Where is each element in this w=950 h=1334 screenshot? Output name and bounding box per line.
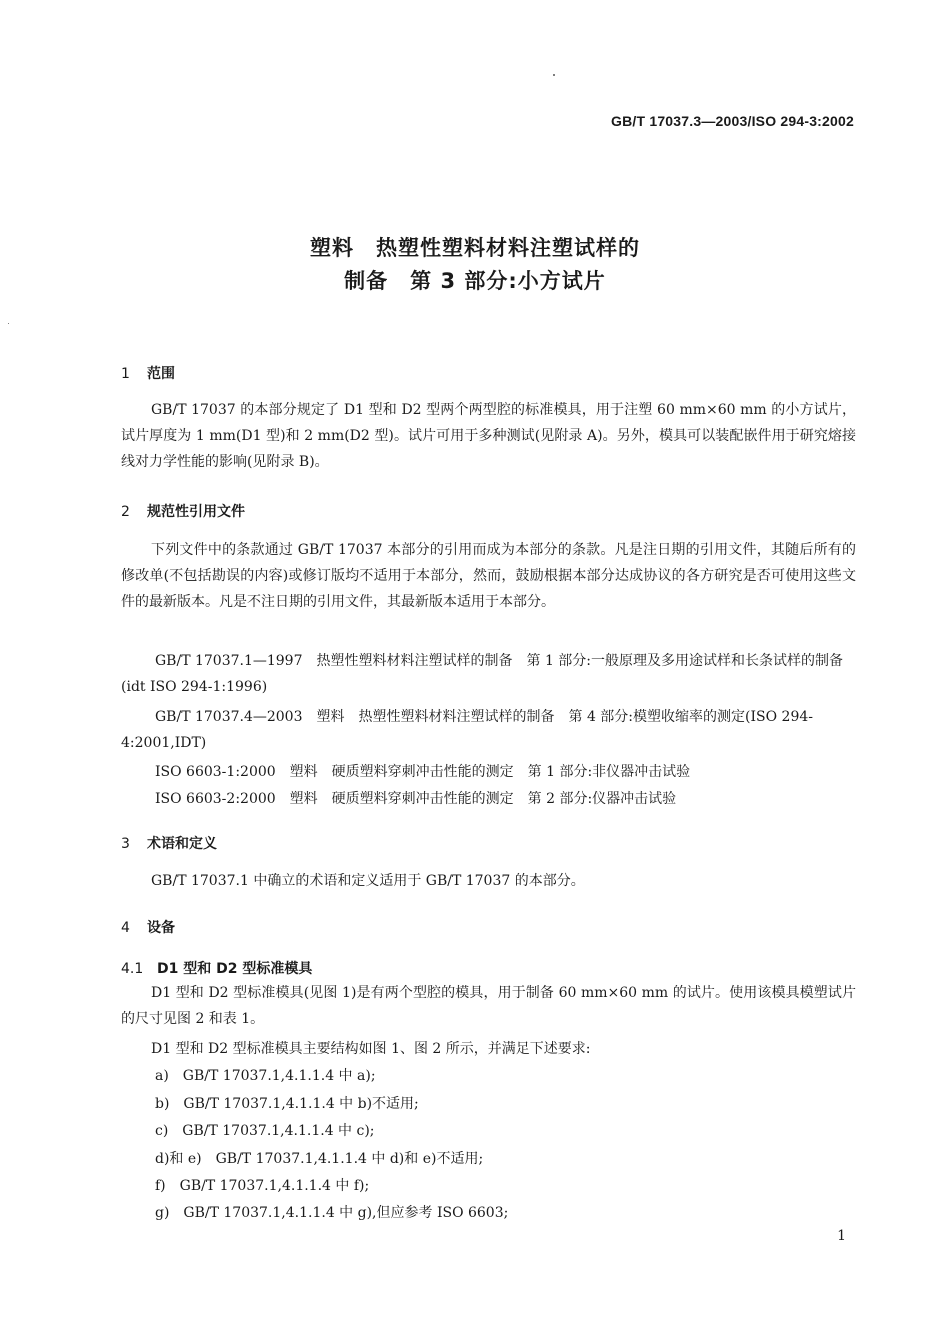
- section-number: 4: [121, 920, 130, 936]
- section-title: 设备: [147, 920, 175, 936]
- section-1-heading: [121, 363, 175, 383]
- requirement-item: f) GB/T 17037.1,4.1.1.4 中 f);: [155, 1178, 370, 1194]
- requirement-item: b) GB/T 17037.1,4.1.1.4 中 b)不适用;: [155, 1096, 419, 1112]
- requirement-item: c) GB/T 17037.1,4.1.1.4 中 c);: [155, 1123, 375, 1139]
- subsection-4-1-paragraph-1: D1 型和 D2 型标准模具(见图 1)是有两个型腔的模具，用于制备 60 mm×60 mm 的试片。使用该模具模塑试片的尺寸见图 2 和表 1。: [121, 985, 856, 1027]
- section-title: 范围: [147, 366, 175, 382]
- reference-item: GB/T 17037.1—1997 热塑性塑料材料注塑试样的制备 第 1 部分:一般原理及多用途试样和长条试样的制备(idt ISO 294-1:1996): [121, 653, 844, 695]
- document-title-line-1: 塑料 热塑性塑料材料注塑试样的: [310, 236, 640, 260]
- section-title: 术语和定义: [147, 836, 217, 852]
- requirement-item: d)和 e) GB/T 17037.1,4.1.1.4 中 d)和 e)不适用;: [155, 1151, 484, 1167]
- requirement-item: a) GB/T 17037.1,4.1.1.4 中 a);: [155, 1068, 376, 1084]
- subsection-title: D1 型和 D2 型标准模具: [157, 961, 313, 977]
- reference-item: GB/T 17037.4—2003 塑料 热塑性塑料材料注塑试样的制备 第 4 部分:模塑收缩率的测定(ISO 294-4:2001,IDT): [121, 709, 813, 751]
- requirement-item: g) GB/T 17037.1,4.1.1.4 中 g),但应参考 ISO 6603;: [155, 1205, 509, 1221]
- section-2-paragraph: 下列文件中的条款通过 GB/T 17037 本部分的引用而成为本部分的条款。凡是注日期的引用文件，其随后所有的修改单(不包括勘误的内容)或修订版均不适用于本部分，然而，鼓励根据本部分达成协议的各方研究是否可使用这些文件的最新版本。凡是不注日期的引用文件，其最新版本适用于本部分。: [121, 542, 856, 610]
- page-number: 1: [837, 1228, 846, 1244]
- scan-speck: [8, 323, 9, 324]
- section-title: 规范性引用文件: [147, 504, 245, 520]
- section-2-heading: [121, 501, 245, 521]
- subsection-4-1-paragraph-2: D1 型和 D2 型标准模具主要结构如图 1、图 2 所示，并满足下述要求:: [151, 1041, 591, 1057]
- scan-speck: [553, 74, 555, 76]
- section-4-heading: [121, 917, 175, 937]
- section-number: 1: [121, 366, 130, 382]
- subsection-4-1-heading: [121, 958, 312, 978]
- section-number: 3: [121, 836, 130, 852]
- section-3-paragraph: GB/T 17037.1 中确立的术语和定义适用于 GB/T 17037 的本部分。: [151, 873, 585, 889]
- reference-item: ISO 6603-1:2000 塑料 硬质塑料穿刺冲击性能的测定 第 1 部分:非仪器冲击试验: [155, 764, 691, 780]
- reference-item: ISO 6603-2:2000 塑料 硬质塑料穿刺冲击性能的测定 第 2 部分:仪器冲击试验: [155, 791, 677, 807]
- document-title-line-2: 制备 第 3 部分:小方试片: [344, 269, 606, 293]
- section-number: 2: [121, 504, 130, 520]
- standard-code: GB/T 17037.3—2003/ISO 294-3:2002: [611, 113, 854, 129]
- section-1-paragraph: GB/T 17037 的本部分规定了 D1 型和 D2 型两个两型腔的标准模具，用于注塑 60 mm×60 mm 的小方试片，试片厚度为 1 mm(D1 型)和 2 mm(D2 型)。试片可用于多种测试(见附录 A)。另外，模具可以装配嵌件用于研究熔接线对力学性能的影响(见附录 B)。: [121, 402, 856, 470]
- subsection-number: 4.1: [121, 961, 144, 977]
- section-3-heading: [121, 833, 217, 853]
